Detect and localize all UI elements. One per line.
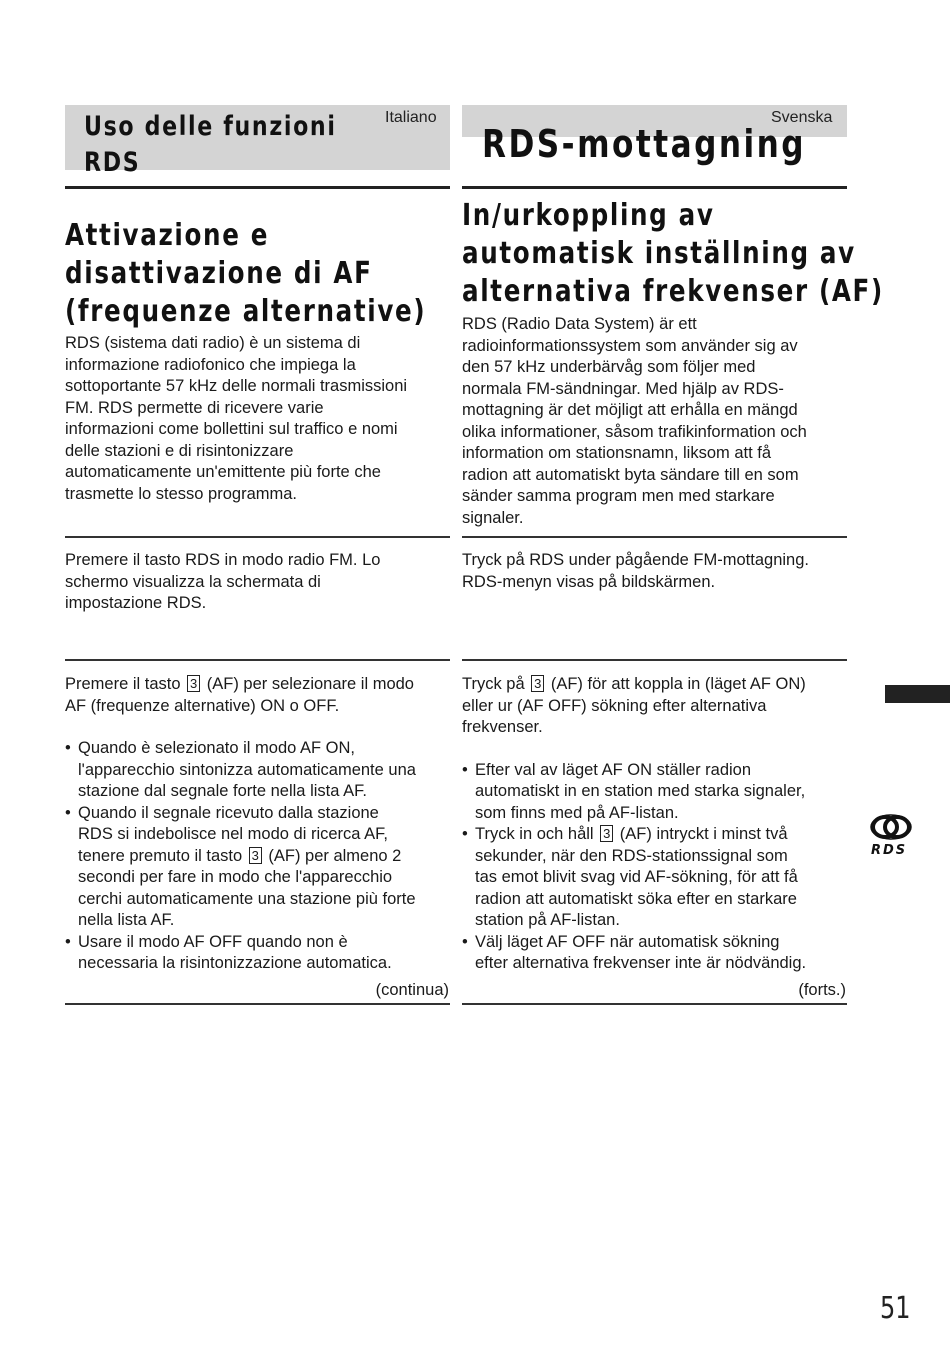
text-line: delle stazioni e di risintonizzare [65, 441, 294, 460]
text-line: station på AF-listan. [475, 911, 620, 929]
left-header-title-line1: Uso delle funzioni [84, 111, 337, 142]
step2-line1 [65, 674, 457, 696]
right-step2-rule [462, 659, 847, 661]
right-bottom-rule [462, 1003, 847, 1005]
bullet2-post: (AF) per almeno 2 [268, 846, 402, 865]
text-line: RDS (Radio Data System) är ett [462, 315, 697, 333]
text-line: • Quando il segnale ricevuto dalla stazione [78, 803, 379, 822]
left-header-title-line2: RDS [84, 147, 141, 178]
left-section-heading-line3: (frequenze alternative) [65, 294, 427, 329]
text-line: necessaria la risintonizzazione automatica. [78, 954, 392, 972]
right-step1-rule [462, 536, 847, 538]
right-bullet-1 [462, 760, 854, 825]
text-line: radioinformationssystem som använder sig av [462, 336, 798, 355]
text-line: radion att automatiskt byta sändare till en som [462, 465, 799, 484]
left-continued-label: (continua) [375, 981, 449, 999]
text-line: l'apparecchio sintonizza automaticamente una [78, 760, 416, 779]
left-language-label: Italiano [385, 109, 437, 126]
text-line: FM. RDS permette di ricevere varie [65, 398, 324, 417]
text-line: secondi per fare in modo che l'apparecchio [78, 868, 393, 886]
text-line: informazione radiofonico che impiega la [65, 355, 356, 374]
text-line: sekunder, när den RDS-stationssignal som [475, 846, 788, 865]
text-line: tas emot blivit svag vid AF-sökning, för att få [475, 868, 798, 886]
text-line: • Quando è selezionato il modo AF ON, [78, 739, 355, 757]
text-line: RDS (sistema dati radio) è un sistema di [65, 334, 361, 352]
text-line: signaler. [462, 508, 524, 527]
right-step2-block [462, 674, 854, 975]
right-section-heading-line3: alternativa frekvenser (AF) [462, 274, 884, 309]
text-line [78, 846, 457, 868]
left-intro-paragraph [65, 333, 455, 505]
text-line: sänder samma program men med starkare [462, 487, 775, 505]
text-line: som finns med på AF-listan. [475, 803, 679, 822]
left-bullet-1 [65, 738, 457, 803]
text-line [475, 824, 854, 846]
af-key-3: 3 [249, 847, 262, 864]
right-bullet-3 [462, 932, 854, 975]
af-key-3: 3 [531, 675, 544, 692]
text-line: automaticamente un'emittente più forte che [65, 463, 381, 481]
rds-logo-icon [867, 814, 917, 858]
left-step1-rule [65, 536, 450, 538]
rds-logo-text: RDS [871, 843, 908, 858]
text-line: Tryck på RDS under pågående FM-mottagning. [462, 551, 809, 569]
text-line: normala FM-sändningar. Med hjälp av RDS- [462, 379, 784, 398]
text-line: RDS si indebolisce nel modo di ricerca AF, [78, 825, 388, 843]
text-line: cerchi automaticamente una stazione più forte [78, 889, 416, 908]
bullet2-pre: Tryck in och håll [475, 825, 594, 843]
right-section-heading-line1: In/urkoppling av [462, 198, 715, 233]
text-line: trasmette lo stesso programma. [65, 484, 297, 503]
left-section-heading-line2: disattivazione di AF [65, 256, 373, 291]
text-line: RDS-menyn visas på bildskärmen. [462, 572, 716, 591]
left-bullet-2 [65, 803, 457, 932]
text-line: Premere il tasto RDS in modo radio FM. Lo [65, 551, 381, 569]
text-line: den 57 kHz underbärvåg som följer med [462, 358, 756, 376]
right-step1-text [462, 550, 852, 593]
right-header-rule [462, 186, 847, 189]
left-step1-text [65, 550, 455, 615]
text-line: eller ur (AF OFF) sökning efter alternativa [462, 696, 767, 715]
right-section-heading-line2: automatisk inställning av [462, 236, 856, 271]
right-header-title: RDS-mottagning [482, 122, 807, 166]
page-number: 51 [880, 1291, 911, 1326]
text-line: impostazione RDS. [65, 594, 207, 612]
text-line: informazioni come bollettini sul traffico e nomi [65, 420, 398, 438]
bullet2-pre: tenere premuto il tasto [78, 846, 243, 865]
right-language-label: Svenska [771, 109, 833, 126]
left-bullet-3 [65, 932, 457, 975]
right-intro-paragraph [462, 314, 852, 529]
text-line: AF (frequenze alternative) ON o OFF. [65, 696, 340, 715]
text-line: nella lista AF. [78, 911, 175, 929]
text-line: radion att automatiskt söka efter en starkare [475, 889, 797, 908]
text-line: sottoportante 57 kHz delle normali trasmissioni [65, 377, 408, 395]
text-line: automatiskt in en station med starka signaler, [475, 782, 806, 800]
text-line: efter alternativa frekvenser inte är nödvändig. [475, 954, 807, 972]
left-step2-rule [65, 659, 450, 661]
left-header-rule [65, 186, 450, 189]
text-line: mottagning är det möjligt att erhålla en mängd [462, 401, 798, 419]
left-bottom-rule [65, 1003, 450, 1005]
text-line: • Välj läget AF OFF när automatisk sökning [475, 932, 780, 951]
step2-pre: Tryck på [462, 675, 525, 693]
step2-line1 [462, 674, 854, 696]
bullet2-post: (AF) intryckt i minst två [619, 825, 788, 843]
left-section-heading-line1: Attivazione e [65, 218, 270, 253]
text-line: stazione dal segnale forte nella lista AF. [78, 782, 367, 800]
step2-pre: Premere il tasto [65, 675, 181, 693]
step2-post: (AF) per selezionare il modo [206, 675, 414, 693]
right-continued-label: (forts.) [798, 981, 846, 999]
text-line: information om stationsnamn, liksom att få [462, 444, 772, 462]
text-line: schermo visualizza la schermata di [65, 572, 321, 591]
text-line: olika informationer, såsom trafikinformation och [462, 422, 807, 441]
text-line: • Efter val av läget AF ON ställer radion [475, 760, 752, 779]
af-key-3: 3 [600, 825, 613, 842]
section-tab-marker [885, 685, 950, 703]
text-line: • Usare il modo AF OFF quando non è [78, 932, 348, 951]
right-bullet-2 [462, 824, 854, 932]
text-line: frekvenser. [462, 718, 543, 736]
left-step2-block [65, 674, 457, 975]
af-key-3: 3 [187, 675, 200, 692]
step2-post: (AF) för att koppla in (läget AF ON) [550, 675, 806, 693]
